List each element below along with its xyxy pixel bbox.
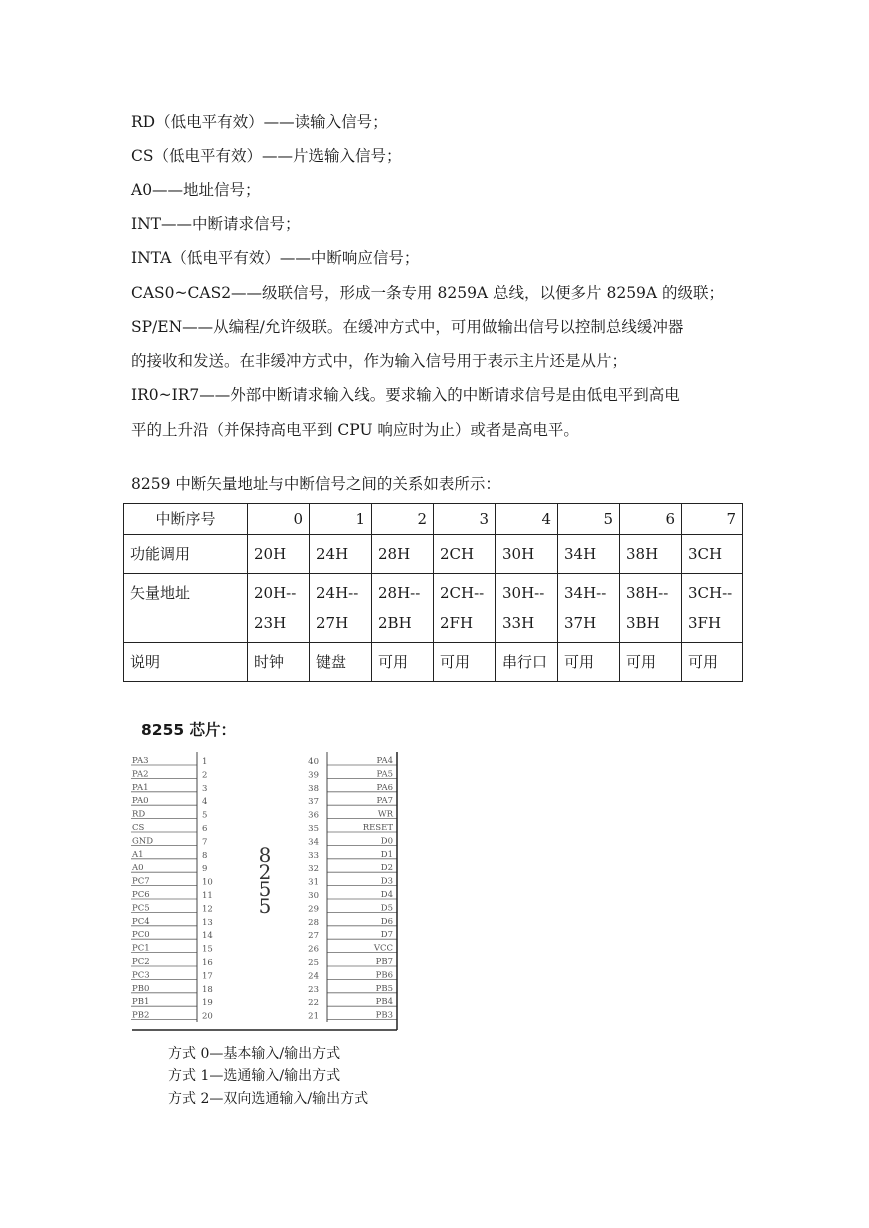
signal-ir-cont: 平的上升沿（并保持高电平到 CPU 响应时为止）或者是高电平。 (131, 421, 579, 439)
pin-number-left: 20 (202, 1011, 213, 1022)
row-header: 功能调用 (124, 535, 248, 574)
signal-sp-en: SP/EN——从编程/允许级联。在缓冲方式中，可用做输出信号以控制总线缓冲器 (131, 318, 684, 336)
pin-label-left: PC4 (132, 916, 150, 927)
table-cell: 34H (558, 535, 620, 574)
signal-rd: RD（低电平有效）——读输入信号； (131, 113, 388, 131)
table-cell: 24H (310, 535, 372, 574)
pin-label-right: PB7 (375, 957, 393, 967)
pin-label-right: D7 (380, 930, 393, 941)
pin-label-right: RESET (362, 823, 393, 833)
pin-label-right: PA5 (376, 769, 393, 780)
pin-number-right: 23 (308, 984, 319, 995)
table-cell: 38H-- 3BH (620, 574, 682, 643)
pin-label-left: PB2 (132, 1010, 150, 1021)
pin-number-right: 36 (308, 810, 319, 821)
pin-number-right: 21 (308, 1011, 319, 1022)
table-cell: 24H-- 27H (310, 574, 372, 643)
pin-number-right: 22 (308, 998, 319, 1009)
pin-number-left: 5 (202, 810, 208, 821)
mode-2: 方式 2—双向选通输入/输出方式 (168, 1091, 369, 1107)
pin-label-left: PC1 (132, 943, 150, 954)
table-cell: 可用 (620, 643, 682, 682)
pin-label-left: A0 (132, 863, 144, 874)
mode-1: 方式 1—选通输入/输出方式 (168, 1068, 341, 1084)
table-cell: 7 (682, 504, 743, 535)
pin-number-left: 14 (202, 931, 213, 942)
pin-label-right: PB3 (375, 1010, 393, 1021)
pin-number-left: 10 (202, 877, 213, 888)
table-cell: 4 (496, 504, 558, 535)
signal-cas: CAS0~CAS2——级联信号，形成一条专用 8259A 总线，以便多片 8259A 的级联； (131, 284, 725, 302)
table-cell: 20H (248, 535, 310, 574)
pin-number-left: 8 (202, 850, 208, 861)
table-cell: 3 (434, 504, 496, 535)
table-cell: 30H-- 33H (496, 574, 558, 643)
pin-label-left: PC7 (132, 876, 150, 887)
table-cell: 34H-- 37H (558, 574, 620, 643)
table-cell: 2CH-- 2FH (434, 574, 496, 643)
pin-number-left: 12 (202, 904, 213, 915)
pin-number-right: 34 (308, 837, 319, 848)
table-cell: 可用 (372, 643, 434, 682)
pin-label-left: PA1 (132, 782, 149, 793)
pin-number-left: 18 (202, 984, 213, 995)
table-cell: 5 (558, 504, 620, 535)
pin-label-right: PB4 (375, 997, 393, 1008)
pin-label-left: RD (132, 809, 146, 820)
pin-number-right: 24 (308, 971, 319, 982)
table-cell: 30H (496, 535, 558, 574)
pin-number-right: 25 (308, 958, 319, 968)
table-cell: 20H-- 23H (248, 574, 310, 643)
pin-label-left: PB1 (132, 997, 150, 1008)
table-cell: 28H (372, 535, 434, 574)
table-cell: 可用 (682, 643, 743, 682)
pin-number-left: 2 (202, 770, 208, 781)
pin-label-right: D1 (380, 849, 393, 860)
pin-label-right: D6 (380, 916, 393, 927)
table-cell: 28H-- 2BH (372, 574, 434, 643)
pin-label-left: PA3 (132, 756, 149, 766)
pin-number-right: 29 (308, 904, 319, 915)
pin-label-left: A1 (132, 849, 144, 860)
pin-number-right: 27 (308, 931, 319, 942)
pin-number-right: 26 (308, 944, 319, 955)
pin-number-left: 15 (202, 944, 213, 955)
pin-label-left: PA0 (132, 796, 149, 807)
pin-label-right: PA7 (376, 796, 393, 807)
pin-number-left: 1 (202, 757, 208, 767)
row-header: 说明 (124, 643, 248, 682)
pin-number-right: 33 (308, 850, 319, 861)
pin-number-right: 40 (308, 757, 319, 767)
pin-number-left: 9 (202, 864, 208, 875)
table-cell: 1 (310, 504, 372, 535)
pin-label-right: PA6 (376, 782, 393, 793)
pin-label-left: PC3 (132, 970, 150, 981)
pin-label-left: PC5 (132, 903, 150, 914)
table-row (124, 574, 743, 643)
pin-label-left: PC0 (132, 930, 150, 941)
pin-number-left: 13 (202, 917, 213, 928)
table-row (124, 535, 743, 574)
pin-label-right: D0 (380, 836, 393, 847)
table-cell: 串行口 (496, 643, 558, 682)
table-cell: 2CH (434, 535, 496, 574)
row-header: 矢量地址 (124, 574, 248, 643)
pin-number-right: 38 (308, 783, 319, 794)
pin-label-left: CS (132, 823, 145, 833)
pin-number-right: 31 (308, 877, 319, 888)
pin-number-right: 39 (308, 770, 319, 781)
interrupt-vector-table (123, 503, 743, 682)
pin-label-right: PB5 (375, 983, 393, 994)
pin-label-left: PB0 (132, 983, 150, 994)
row-header: 中断序号 (124, 504, 248, 535)
chip-name (259, 843, 272, 918)
pin-number-right: 28 (308, 917, 319, 928)
pin-label-right: D3 (380, 876, 393, 887)
pin-label-right: D5 (380, 903, 393, 914)
signal-sp-en-cont: 的接收和发送。在非缓冲方式中，作为输入信号用于表示主片还是从片； (131, 352, 628, 370)
pin-label-left: PC2 (132, 957, 150, 967)
chip-name-char: 2 (258, 860, 272, 884)
pin-label-left: GND (132, 836, 154, 847)
table-cell: 2 (372, 504, 434, 535)
pin-label-right: D4 (380, 890, 393, 900)
pin-number-right: 35 (308, 824, 319, 834)
pin-number-left: 11 (202, 891, 213, 901)
pin-number-left: 17 (202, 971, 213, 982)
chip-name-char: 8 (258, 843, 272, 867)
pin-number-left: 19 (202, 998, 213, 1009)
table-row (124, 504, 743, 535)
signal-int: INT——中断请求信号； (131, 215, 301, 233)
signal-cs: CS（低电平有效）——片选输入信号； (131, 147, 402, 165)
pin-label-left: PC6 (132, 890, 150, 900)
chip-8255-pinout (131, 752, 399, 1032)
mode-0: 方式 0—基本输入/输出方式 (168, 1046, 341, 1062)
chip-name-char: 5 (258, 894, 272, 918)
chip-heading: 8255 芯片： (141, 721, 237, 739)
table-cell: 38H (620, 535, 682, 574)
pin-number-right: 37 (308, 797, 319, 808)
pin-label-right: PA4 (376, 756, 393, 766)
table-cell: 键盘 (310, 643, 372, 682)
table-cell: 3CH-- 3FH (682, 574, 743, 643)
pin-number-left: 3 (202, 783, 208, 794)
table-cell: 6 (620, 504, 682, 535)
signal-inta: INTA（低电平有效）——中断响应信号； (131, 249, 420, 267)
pin-number-left: 6 (202, 824, 208, 834)
pin-number-right: 32 (308, 864, 319, 875)
pin-label-right: D2 (380, 863, 393, 874)
pin-label-right: PB6 (375, 970, 393, 981)
pin-label-right: WR (377, 809, 393, 820)
signal-ir: IR0~IR7——外部中断请求输入线。要求输入的中断请求信号是由低电平到高电 (131, 386, 680, 404)
pin-number-left: 4 (202, 797, 208, 808)
table-cell: 可用 (434, 643, 496, 682)
table-cell: 可用 (558, 643, 620, 682)
table-cell: 3CH (682, 535, 743, 574)
pin-label-right: VCC (373, 943, 393, 954)
signal-a0: A0——地址信号； (131, 181, 261, 199)
table-cell: 0 (248, 504, 310, 535)
pin-label-left: PA2 (132, 769, 149, 780)
table-caption: 8259 中断矢量地址与中断信号之间的关系如表所示： (131, 475, 501, 493)
table-row (124, 643, 743, 682)
chip-name-char: 5 (258, 877, 272, 901)
pin-number-left: 16 (202, 958, 213, 968)
pin-number-left: 7 (202, 837, 208, 848)
pin-number-right: 30 (308, 891, 319, 901)
table-cell: 时钟 (248, 643, 310, 682)
